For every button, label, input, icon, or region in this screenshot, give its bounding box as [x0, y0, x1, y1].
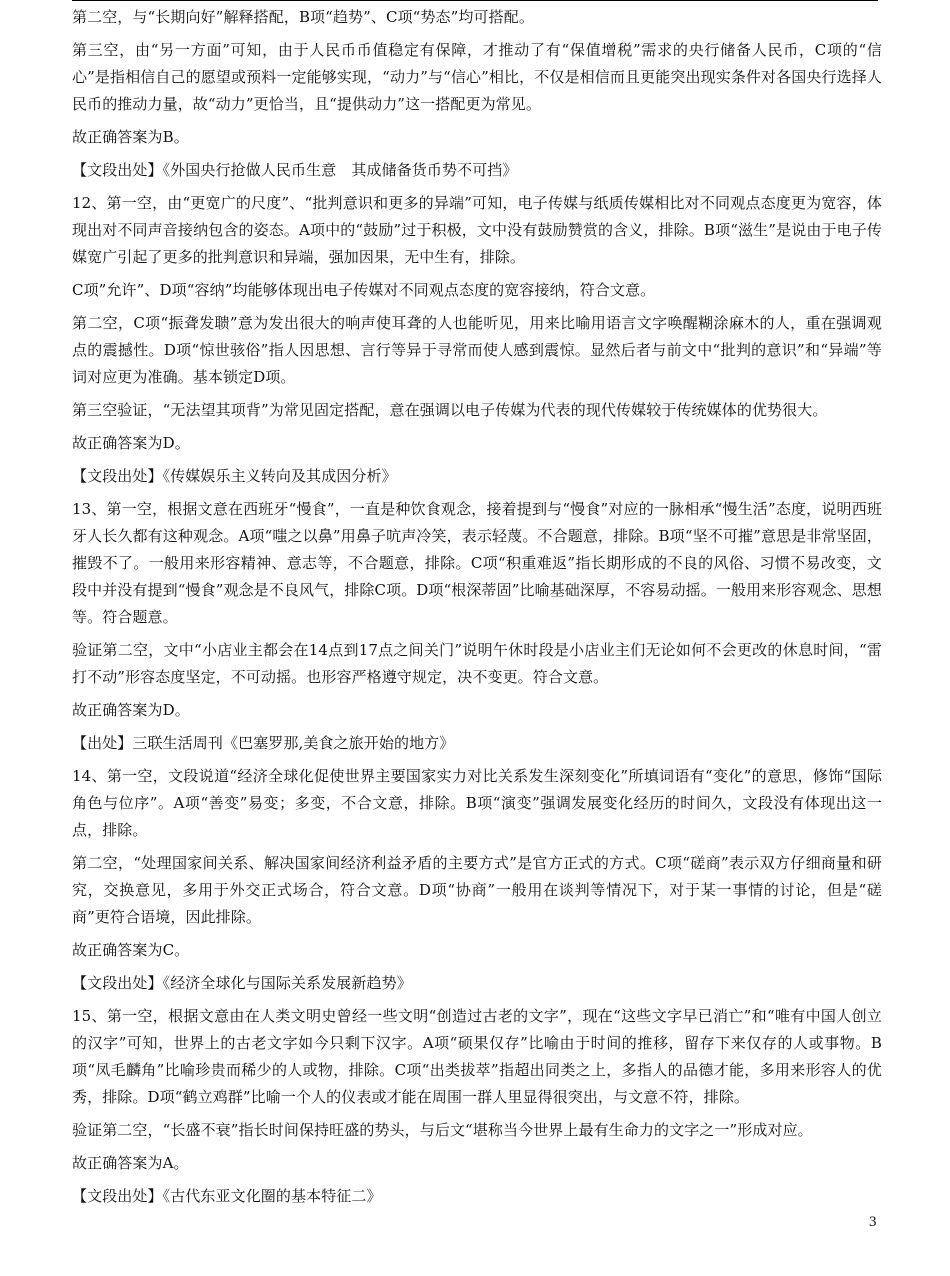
page-number: 3: [869, 1214, 877, 1230]
header-rule: [72, 0, 878, 1]
paragraph: 14、第一空，文段说道“经济全球化促使世界主要国家实力对比关系发生深刻变化”所填词语有“变化”的意思，修饰“国际角色与位序”。A项“善变”易变；多变，不合文意，排除。B项“演变”强调发展变化经历的时间久，文段没有体现出这一点，排除。: [72, 767, 882, 839]
paragraph: 12、第一空，由“更宽广的尺度”、“批判意识和更多的异端”可知，电子传媒与纸质传媒相比对不同观点态度更为宽容，体现出对不同声音接纳包含的姿态。A项中的“鼓励”过于积极，文中没有鼓励赞赏的含义，排除。B项“滋生”是说由于电子传媒宽广引起了更多的批判意识和异端，强加因果，无中生有，排除。: [72, 194, 882, 266]
paragraph: 第二空，“处理国家间关系、解决国家间经济利益矛盾的主要方式”是官方正式的方式。C项“磋商”表示双方仔细商量和研究，交换意见，多用于外交正式场合，符合文意。D项“协商”一般用在谈判等情况下，对于某一事情的讨论，但是“磋商”更符合语境，因此排除。: [72, 854, 882, 926]
paragraph: 故正确答案为D。: [72, 434, 190, 452]
paragraph: 第二空，与“长期向好”解释搭配，B项“趋势”、C项“势态”均可搭配。: [72, 8, 534, 26]
source-citation: 【文段出处】《经济全球化与国际关系发展新趋势》: [72, 974, 412, 992]
paragraph: 13、第一空，根据文意在西班牙“慢食”，一直是种饮食观念，接着提到与“慢食”对应的一脉相承“慢生活”态度，说明西班牙人长久都有这种观念。A项“嗤之以鼻”用鼻子吭声冷笑，表示轻蔑。不合题意，排除。B项“坚不可摧”意思是非常坚固，摧毁不了。一般用来形容精神、意志等，不合题意，排除。C项“积重难返”指长期形成的不良的风俗、习惯不易改变，文段中并没有提到“慢食”观念是不良风气，排除C项。D项“根深蒂固”比喻基础深厚，不容易动摇。一般用来形容观念、思想等。符合题意。: [72, 500, 882, 626]
paragraph: 第三空验证，“无法望其项背”为常见固定搭配，意在强调以电子传媒为代表的现代传媒较于传统媒体的优势很大。: [72, 401, 828, 419]
source-citation: 【文段出处】《古代东亚文化圈的基本特征二》: [72, 1187, 382, 1205]
paragraph: 验证第二空，“长盛不衰”指长时间保持旺盛的势头，与后文“堪称当今世界上最有生命力的文字之一”形成对应。: [72, 1121, 813, 1139]
source-citation: 【出处】三联生活周刊《巴塞罗那,美食之旅开始的地方》: [72, 734, 455, 752]
paragraph: 故正确答案为A。: [72, 1154, 189, 1172]
document-body: [72, 4, 882, 1216]
paragraph: 第二空，C项“振聋发聩”意为发出很大的响声使耳聋的人也能听见，用来比喻用语言文字唤醒糊涂麻木的人，重在强调观点的震撼性。D项“惊世骇俗”指人因思想、言行等异于寻常而使人感到震惊。显然后者与前文中“批判的意识”和“异端”等词对应更为准确。基本锁定D项。: [72, 314, 882, 386]
paragraph: 15、第一空，根据文意由在人类文明史曾经一些文明“创造过古老的文字”，现在“这些文字早已消亡”和“唯有中国人创立的汉字”可知，世界上的古老文字如今只剩下汉字。A项“硕果仅存”比喻由于时间的推移，留存下来仅存的人或事物。B项“凤毛麟角”比喻珍贵而稀少的人或物，排除。C项“出类拔萃”指超出同类之上，多指人的品德才能，多用来形容人的优秀，排除。D项“鹤立鸡群”比喻一个人的仪表或才能在周围一群人里显得很突出，与文意不符，排除。: [72, 1007, 882, 1106]
paragraph: 故正确答案为D。: [72, 701, 190, 719]
paragraph: 第三空，由“另一方面”可知，由于人民币币值稳定有保障，才推动了有“保值增税”需求的央行储备人民币，C项的“信心”是指相信自己的愿望或预料一定能够实现，“动力”与“信心”相比，不仅是相信而且更能突出现实条件对各国央行选择人民币的推动力量，故“动力”更恰当，且“提供动力”这一搭配更为常见。: [72, 41, 882, 113]
paragraph: 验证第二空，文中“小店业主都会在14点到17点之间关门”说明午休时段是小店业主们无论如何不会更改的休息时间，“雷打不动”形容态度坚定，不可动摇。也形容严格遵守规定，决不变更。符合文意。: [72, 641, 882, 686]
paragraph: C项”允许”、D项“容纳”均能够体现出电子传媒对不同观点态度的宽容接纳，符合文意。: [72, 281, 656, 299]
paragraph: 故正确答案为B。: [72, 128, 189, 146]
paragraph: 故正确答案为C。: [72, 941, 190, 959]
source-citation: 【文段出处】《外国央行抢做人民币生意 其成储备货币势不可挡》: [72, 161, 518, 179]
source-citation: 【文段出处】《传媒娱乐主义转向及其成因分析》: [72, 467, 397, 485]
